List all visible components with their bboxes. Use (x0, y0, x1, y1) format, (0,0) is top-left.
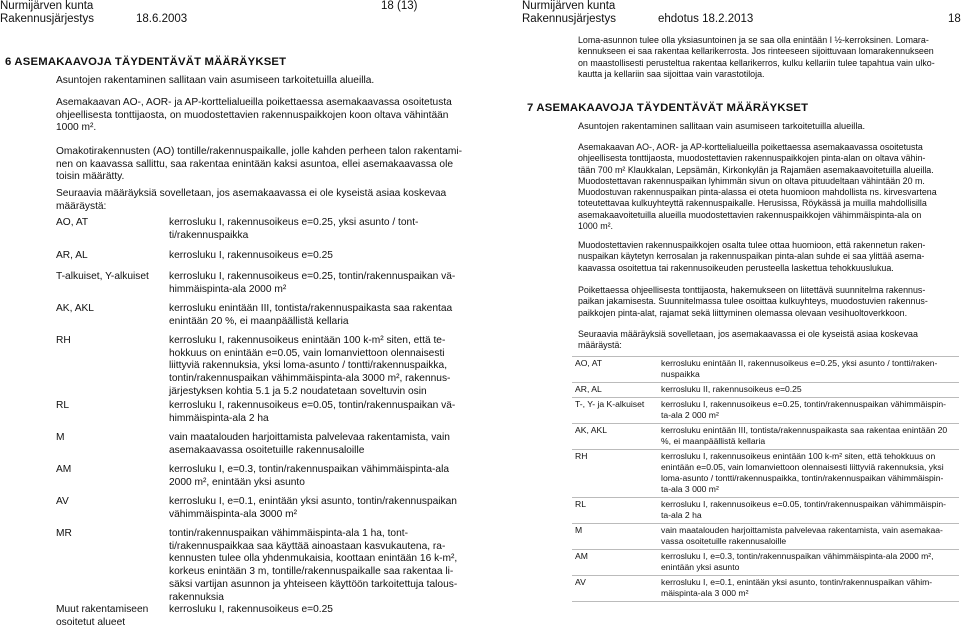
left-rule-text: kerrosluku I, rakennusoikeus e=0.25 (169, 604, 333, 615)
left-rule-text: kerrosluku I, rakennusoikeus e=0.05, tontin/rakennuspaikan vä- himmäispinta-ala 2 ha (169, 400, 456, 424)
left-header-municipality: Nurmijärven kunta (0, 0, 94, 12)
table-row (572, 550, 959, 576)
left-rule-text: kerrosluku I, rakennusoikeus e=0.25, yksi asunto / tont- ti/rakennuspaikka (169, 217, 419, 241)
table-row (572, 498, 959, 524)
rule-text-cell: kerrosluku enintään III, tontista/rakennuspaikasta saa rakentaa enintään 20 %, ei maanpäällistä kellaria (661, 425, 948, 446)
rule-text-cell: kerrosluku I, rakennusoikeus e=0.25, tontin/rakennuspaikan vähimmäispin- ta-ala 2 000 m² (661, 399, 946, 420)
rule-label-cell: M (575, 525, 583, 535)
rule-label-cell: RL (575, 499, 586, 509)
table-row (572, 383, 959, 398)
left-rule-text: kerrosluku I, e=0.1, enintään yksi asunto, tontin/rakennuspaikan vähimmäispinta-ala 3000 m² (169, 496, 457, 520)
left-rule-label: Muut rakentamiseen osoitetut alueet (56, 604, 149, 628)
rule-label-cell: AK, AKL (575, 425, 608, 435)
left-rule-label: AM (56, 464, 72, 475)
left-rule-text: kerrosluku I, rakennusoikeus e=0.25 (169, 250, 333, 261)
left-rule-label: T-alkuiset, Y-alkuiset (56, 271, 149, 282)
left-rule-label: MR (56, 528, 72, 539)
right-header-draft: ehdotus 18.2.2013 (658, 13, 754, 25)
left-paragraph-3: Seuraavia määräyksiä sovelletaan, jos asemakaavassa ei ole kyseistä asiaa koskevaa määräystä: (56, 188, 447, 212)
left-header-document: Rakennusjärjestys (0, 13, 94, 25)
left-rule-label: AO, AT (56, 217, 89, 228)
rule-label-cell: RH (575, 451, 588, 461)
left-header-page: 18 (13) (381, 0, 418, 12)
rule-text-cell: kerrosluku I, rakennusoikeus e=0.05, tontin/rakennuspaikan vähimmäispin- ta-ala 2 ha (661, 499, 946, 520)
left-rule-label: AV (56, 496, 69, 507)
right-paragraph-1: Asemakaavan AO-, AOR- ja AP-korttelialueilla poikettaessa asemakaavassa osoitetusta ohjeellisesta tonttijaosta, muodostettavien rakennuspaikkojen pinta-alan on oltava vähin- tään 700 m² Klaukkalan, Lepsämän, Kirkonkylän ja Rajamäen asemakaavoitetuilla alueilla. Muodostettavan rakennuspaikan lyhimmän sivun on oltava pituudeltaan vähintään 20 m. Muodostuvan rakennuspaikan pinta-alassa ei oteta huomioon mahdollista ns. kirvesvartena toteutettavaa kulkuyhteyttä rakennuspaikalle. Herusissa, Röykässä ja muilla mahdollisilla asemakaavoitetuilla alueilla muodostettavien rakennuspaikkojen vähimmäispinta-ala on 1000 m². (578, 142, 937, 232)
rule-label-cell: AR, AL (575, 384, 602, 394)
table-row (572, 357, 959, 383)
left-rule-label: RH (56, 335, 71, 346)
left-rule-text: vain maatalouden harjoittamista palvelevaa rakentamista, vain asemakaavassa osoitetuille rakennusaloille (169, 432, 450, 456)
table-row (572, 398, 959, 424)
left-rule-label: M (56, 432, 65, 443)
left-paragraph-2: Omakotirakennusten (AO) tontille/rakennuspaikalle, jolle kahden perheen talon rakentami- nen on kaavassa sallittu, saa rakentaa enintään kaksi asuntoa, ellei asemakaavassa ole toisin määrätty. (56, 146, 463, 183)
table-row (572, 576, 959, 602)
left-rule-text: tontin/rakennuspaikan vähimmäispinta-ala 1 ha, tont- ti/rakennuspaikkaa saa käyttää ainoastaan kasvukautena, ra- kennusten tulee olla yhdenmukaisia, koottaan enintään 16 k-m², korkeus enintään 3 m, tontille/rakennuspaikalle saa rakentaa li- säksi vartijan asunnon ja yhteiseen käyttöön tarkoitettuja talous- rakennuksia (169, 528, 458, 603)
rule-text-cell: kerrosluku I, rakennusoikeus enintään 100 k-m² siten, että tehokkuus on enintään e=0.05, vain lomanviettoon olennaisesti liittyviä rakennuksia, yksi loma-asunto / tontti/rakennuspaikka, tontin/rakennuspaikan vähimmäispin- ta-ala 3 000 m² (661, 451, 944, 494)
rule-text-cell: vain maatalouden harjoittamista palvelevaa rakentamista, vain asemakaa- vassa osoitetuille rakennusaloille (661, 525, 943, 546)
left-rule-label: AK, AKL (56, 303, 94, 314)
rule-label-cell: AO, AT (575, 358, 603, 368)
right-rules-table (572, 356, 959, 602)
rule-label-cell: AM (575, 551, 588, 561)
right-header-municipality: Nurmijärven kunta (522, 0, 616, 12)
left-rule-label: AR, AL (56, 250, 88, 261)
left-intro: Asuntojen rakentaminen sallitaan vain asumiseen tarkoitetuilla alueilla. (56, 75, 375, 86)
rule-text-cell: kerrosluku enintään II, rakennusoikeus e=0.25, yksi asunto / tontti/raken- nuspaikka (661, 358, 938, 379)
left-paragraph-1: Asemakaavan AO-, AOR- ja AP-korttelialueilla poikettaessa asemakaavassa osoitetusta ohjeellisesta tonttijaosta, on muodostettavien rakennuspaikkojen koon oltava vähintään 1000 m². (56, 97, 452, 134)
rule-label-cell: T-, Y- ja K-alkuiset (575, 399, 645, 409)
left-rule-label: RL (56, 400, 70, 411)
rule-text-cell: kerrosluku I, e=0.3, tontin/rakennuspaikan vähimmäispinta-ala 2000 m², enintään yksi asunto (661, 551, 934, 572)
left-section-heading: 6 ASEMAKAAVOJA TÄYDENTÄVÄT MÄÄRÄYKSET (5, 56, 287, 68)
left-header-date: 18.6.2003 (136, 13, 188, 25)
table-row (572, 524, 959, 550)
left-rule-text: kerrosluku enintään III, tontista/rakennuspaikasta saa rakentaa enintään 20 %, ei maanpäällistä kellaria (169, 303, 453, 327)
left-rule-text: kerrosluku I, rakennusoikeus enintään 100 k-m² siten, että te- hokkuus on enintään e=0.05, vain lomanviettoon olennaisesti liittyviä rakennuksia, yksi loma-asunto / tontti/rakennuspaikka, tontin/rakennuspaikan vähimmäispinta-ala 3000 m², rakennus- järjestyksen kohtia 5.1 ja 5.2 noudatetaan soveltuvin osin (169, 335, 451, 397)
right-paragraph-3: Poikettaessa ohjeellisesta tonttijaosta, hakemukseen on liitettävä suunnitelma rakennus- paikan jakamisesta. Suunnitelmassa tulee osoittaa kulkuyhteys, muodostuvien rakennus- paikkojen pinta-alat, rajamat sekä liittyminen olemassa olevaan vesihuoltoverkkoon. (578, 285, 928, 318)
right-paragraph-4: Seuraavia määräyksiä sovelletaan, jos asemakaavassa ei ole kyseistä asiaa koskevaa määräystä: (578, 329, 918, 351)
right-intro: Asuntojen rakentaminen sallitaan vain asumiseen tarkoitetuilla alueilla. (578, 121, 866, 131)
right-section-heading: 7 ASEMAKAAVOJA TÄYDENTÄVÄT MÄÄRÄYKSET (527, 102, 809, 114)
right-header-page: 18 (948, 13, 961, 25)
right-top-paragraph: Loma-asunnon tulee olla yksiasuntoinen ja se saa olla enintään I ½-kerroksinen. Lomara- kennukseen ei saa rakentaa kellarikerrosta. Jos rinteeseen sijoittuvaan lomarakennukseen on maastollisesti perusteltua rakentaa kellarikerros, kulku kellariin tulee tapahtua vain ulko- kautta ja kellariin saa sijoittaa vain varastotiloja. (578, 35, 935, 79)
table-row (572, 450, 959, 498)
right-header-document: Rakennusjärjestys (522, 13, 616, 25)
rule-text-cell: kerrosluku I, e=0.1, enintään yksi asunto, tontin/rakennuspaikan vähim- mäispinta-ala 3 000 m² (661, 577, 933, 598)
right-page (522, 0, 959, 633)
right-paragraph-2: Muodostettavien rakennuspaikkojen osalta tulee ottaa huomioon, että rakennetun raken- nuspaikan käytetyn kerrosalan ja rakennuspaikan pinta-alan suhde ei saa ylittää asema- kaavassa osoitettua tai rakennusoikeuden perusteella laskettua tehokkuuslukua. (578, 240, 926, 273)
left-rule-text: kerrosluku I, e=0.3, tontin/rakennuspaikan vähimmäispinta-ala 2000 m², enintään yksi asunto (169, 464, 450, 488)
left-page (0, 0, 470, 633)
rule-text-cell: kerrosluku II, rakennusoikeus e=0.25 (661, 384, 802, 394)
rule-label-cell: AV (575, 577, 586, 587)
table-row (572, 424, 959, 450)
left-rule-text: kerrosluku I, rakennusoikeus e=0.25, tontin/rakennuspaikan vä- himmäispinta-ala 2000 m² (169, 271, 456, 295)
